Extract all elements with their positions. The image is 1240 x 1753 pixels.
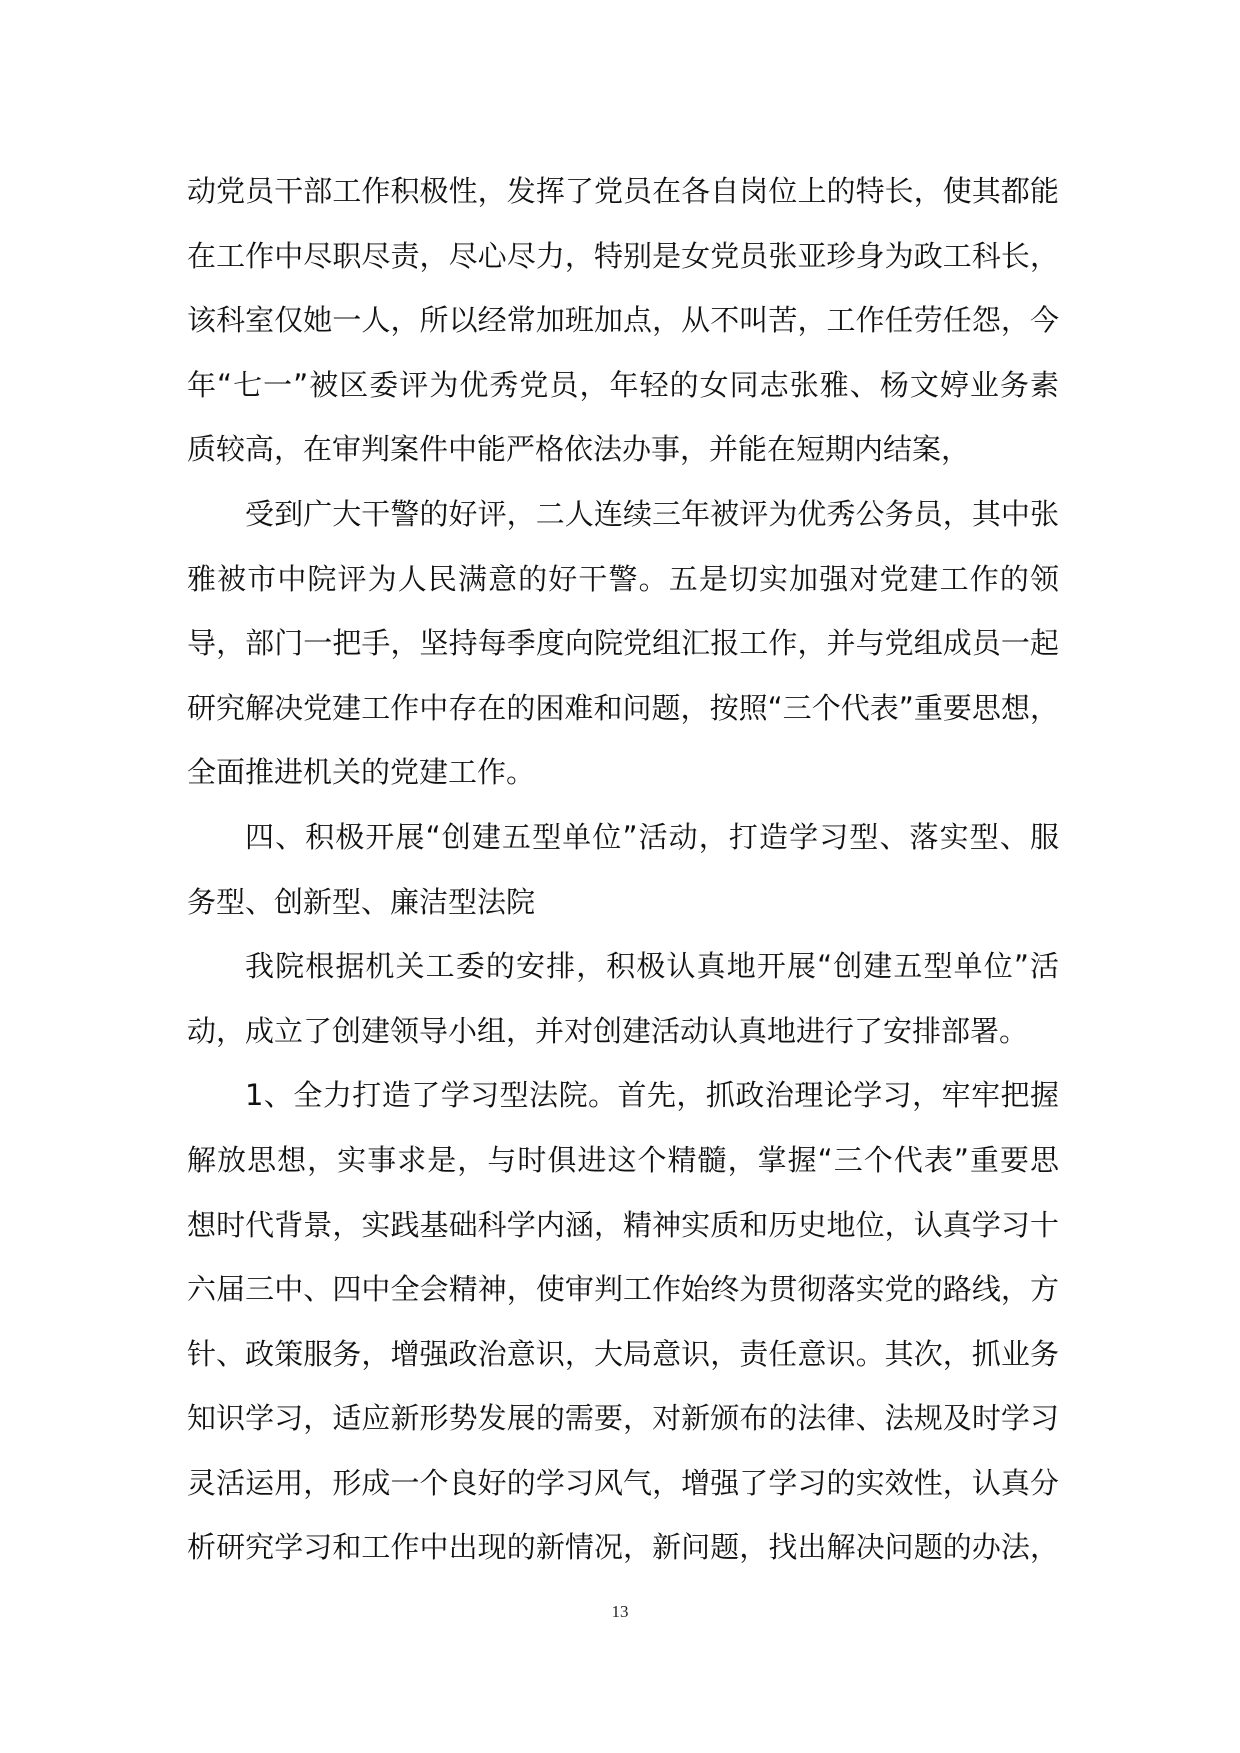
text-line: 年“七一”被区委评为优秀党员，年轻的女同志张雅、杨文婷业务素 xyxy=(187,367,1059,402)
text-line: 全面推进机关的党建工作。 xyxy=(187,755,536,790)
section-heading: 四、积极开展“创建五型单位”活动，打造学习型、落实型、服 xyxy=(245,819,1059,854)
text-line: 动，成立了创建领导小组，并对创建活动认真地进行了安排部署。 xyxy=(187,1013,1029,1048)
paragraph-first-line: 受到广大干警的好评，二人连续三年被评为优秀公务员，其中张 xyxy=(245,496,1059,531)
section-heading-cont: 务型、创新型、廉洁型法院 xyxy=(187,884,536,919)
text-line: 六届三中、四中全会精神，使审判工作始终为贯彻落实党的路线，方 xyxy=(187,1272,1059,1307)
text-line: 该科室仅她一人，所以经常加班加点，从不叫苦，工作任劳任怨，今 xyxy=(187,303,1059,338)
text-line: 雅被市中院评为人民满意的好干警。五是切实加强对党建工作的领 xyxy=(187,561,1059,596)
page-number: 13 xyxy=(611,1602,629,1621)
text-line: 知识学习，适应新形势发展的需要，对新颁布的法律、法规及时学习 xyxy=(187,1401,1059,1436)
text-line: 析研究学习和工作中出现的新情况，新问题，找出解决问题的办法， xyxy=(187,1530,1059,1565)
paragraph-first-line: 我院根据机关工委的安排，积极认真地开展“创建五型单位”活 xyxy=(245,949,1059,984)
text-line: 解放思想，实事求是，与时俱进这个精髓，掌握“三个代表”重要思 xyxy=(187,1142,1059,1177)
text-line: 导，部门一把手，坚持每季度向院党组汇报工作，并与党组成员一起 xyxy=(187,626,1059,661)
text-line: 研究解决党建工作中存在的困难和问题，按照“三个代表”重要思想， xyxy=(187,690,1059,725)
paragraph-first-line: 1、全力打造了学习型法院。首先，抓政治理论学习，牢牢把握 xyxy=(245,1078,1059,1113)
text-line: 质较高，在审判案件中能严格依法办事，并能在短期内结案， xyxy=(187,432,971,467)
text-line: 动党员干部工作积极性，发挥了党员在各自岗位上的特长，使其都能 xyxy=(187,174,1059,208)
text-line: 灵活运用，形成一个良好的学习风气，增强了学习的实效性，认真分 xyxy=(187,1465,1059,1500)
body-text xyxy=(187,159,1059,1580)
text-line: 针、政策服务，增强政治意识，大局意识，责任意识。其次，抓业务 xyxy=(187,1336,1059,1371)
text-line: 想时代背景，实践基础科学内涵，精神实质和历史地位，认真学习十 xyxy=(187,1207,1059,1242)
text-line: 在工作中尽职尽责，尽心尽力，特别是女党员张亚珍身为政工科长， xyxy=(187,238,1059,273)
